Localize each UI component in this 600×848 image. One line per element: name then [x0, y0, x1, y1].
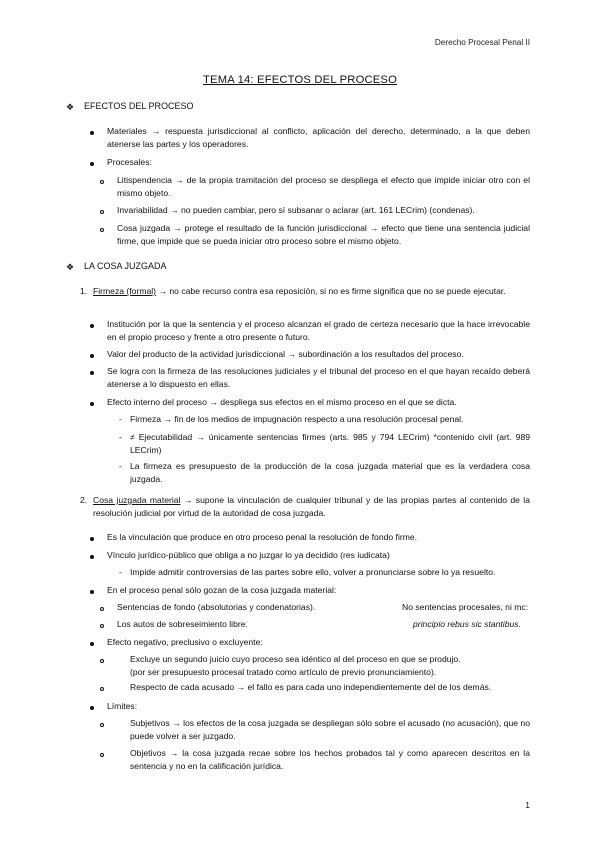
dash-marker: -	[119, 432, 122, 442]
list-item: Efecto negativo, preclusivo o excluyente:	[107, 637, 263, 647]
circle-bullet-icon	[100, 723, 104, 727]
bullet-icon	[90, 706, 94, 710]
list-item: Es la vinculación que produce en otro proceso penal la resolución de fondo firme.	[107, 532, 418, 542]
sub-item: Invariabilidad → no pueden cambiar, pero sí subsanar o aclarar (art. 161 LECrim) (condenas).	[117, 205, 475, 215]
list-item: Institución por la que la sentencia y el proceso alcanzan el grado de certeza necesario que la hace irrevocable en el propio proceso y frente a otro presente o futuro.	[107, 319, 530, 343]
section-heading: EFECTOS DEL PROCESO	[84, 101, 194, 111]
list-item: Vínculo jurídico-público que obliga a no juzgar lo ya decidido (res iudicata)	[107, 550, 390, 560]
list-item: Materiales → respuesta jurisdiccional al conflicto, aplicación del derecho, determinado, a la que deben atenerse las partes y los operadores.	[107, 126, 530, 150]
circle-bullet-icon	[100, 624, 104, 628]
dash-marker: -	[119, 414, 122, 424]
dash-item: Impide admitir controversias de las partes sobre ello, volver a pronunciarse sobre lo ya resuelto.	[130, 567, 496, 577]
bullet-icon	[90, 162, 94, 166]
sub-item: Respecto de cada acusado → el fallo es para cada uno independientemente del de los demás.	[130, 682, 492, 692]
bullet-icon	[90, 555, 94, 559]
bullet-icon	[90, 642, 94, 646]
circle-bullet-icon	[100, 753, 104, 757]
dash-marker: -	[119, 567, 122, 577]
list-item: Efecto interno del proceso → despliega sus efectos en el mismo proceso en el que se dicta.	[107, 397, 457, 407]
bullet-icon	[90, 354, 94, 358]
item-text: → no cabe recurso contra esa reposición, si no es firme significa que no se puede ejecutar.	[156, 286, 506, 296]
item-number: 2.	[80, 495, 88, 505]
dash-item: ≠ Ejecutabilidad → únicamente sentencias firmes (arts. 985 y 794 LECrim) *contenido civil (art. 989 LECrim)	[130, 432, 530, 456]
circle-bullet-icon	[100, 607, 104, 611]
side-note: principio rebus sic stantibus.	[413, 619, 521, 629]
dash-marker: -	[119, 461, 122, 471]
circle-bullet-icon	[100, 180, 104, 184]
title-main: EFECTOS DEL PROCESO	[257, 74, 397, 86]
sub-item: Objetivos → la cosa juzgada recae sobre los hechos probados tal y como aparecen descritos en la sentencia y no en la calificación jurídica.	[130, 748, 530, 772]
dash-item: Firmeza → fin de los medios de impugnación respecto a una resolución procesal penal.	[130, 414, 464, 424]
list-item: Valor del producto de la actividad jurisdiccional → subordinación a los resultados del proceso.	[107, 349, 464, 359]
sub-item: Sentencias de fondo (absolutorias y condenatorias).	[117, 602, 316, 612]
sub-item: Excluye un segundo juicio cuyo proceso sea idéntico al del proceso en que se produjo.	[130, 654, 461, 664]
list-item: Se logra con la firmeza de las resoluciones judiciales y el tribunal del proceso en el que hayan recaído deberá atenerse a lo dispuesto en ellas.	[107, 366, 530, 390]
bullet-icon	[90, 371, 94, 375]
item-label: Cosa juzgada material	[93, 495, 181, 505]
numbered-item	[93, 494, 530, 521]
bullet-icon	[90, 131, 94, 135]
circle-bullet-icon	[100, 659, 104, 663]
numbered-item	[93, 285, 530, 298]
circle-bullet-icon	[100, 210, 104, 214]
diamond-bullet-icon: ❖	[66, 102, 75, 112]
sub-item-continuation: (por ser presupuesto procesal tratado como artículo de previo pronunciamiento).	[130, 667, 437, 677]
item-label: Firmeza (formal)	[93, 286, 157, 296]
bullet-icon	[90, 537, 94, 541]
list-item: Límites:	[107, 701, 138, 711]
sub-item: Cosa juzgada → protege el resultado de la función jurisdiccional → efecto que tiene una sentencia judicial firme, que impide que se pueda iniciar otro proceso sobre el mismo objeto.	[117, 223, 530, 247]
title-prefix: TEMA 14:	[203, 74, 258, 86]
item-text: → supone la vinculación de cualquier tribunal y de las propias partes al contenido de la resolución judicial por virtud de la autoridad de cosa juzgada.	[93, 495, 530, 519]
sub-item: Litispendencia → de la propia tramitación del proceso se despliega el efecto que impide iniciar otro con el mismo objeto.	[117, 175, 530, 199]
list-item: En el proceso penal sólo gozan de la cosa juzgada material:	[107, 585, 337, 595]
item-number: 1.	[80, 286, 88, 296]
bullet-icon	[90, 590, 94, 594]
bullet-icon	[90, 402, 94, 406]
diamond-bullet-icon: ❖	[66, 262, 75, 272]
sub-item: Los autos de sobreseimiento libre.	[117, 619, 248, 629]
sub-item: Subjetivos → los efectos de la cosa juzgada se despliegan sólo sobre el acusado (no acusación), que no puede volver a ser juzgado.	[130, 718, 530, 742]
circle-bullet-icon	[100, 228, 104, 232]
page-title	[0, 74, 600, 86]
page-number: 1	[525, 800, 530, 810]
circle-bullet-icon	[100, 687, 104, 691]
side-note: No sentencias procesales, ni mc:	[402, 602, 529, 612]
section-heading: LA COSA JUZGADA	[84, 261, 167, 271]
bullet-icon	[90, 324, 94, 328]
list-item: Procesales:	[107, 157, 152, 167]
dash-item: La firmeza es presupuesto de la producción de la cosa juzgada material que es la verdadera cosa juzgada.	[130, 461, 530, 485]
page-header: Derecho Procesal Penal II	[434, 38, 530, 47]
